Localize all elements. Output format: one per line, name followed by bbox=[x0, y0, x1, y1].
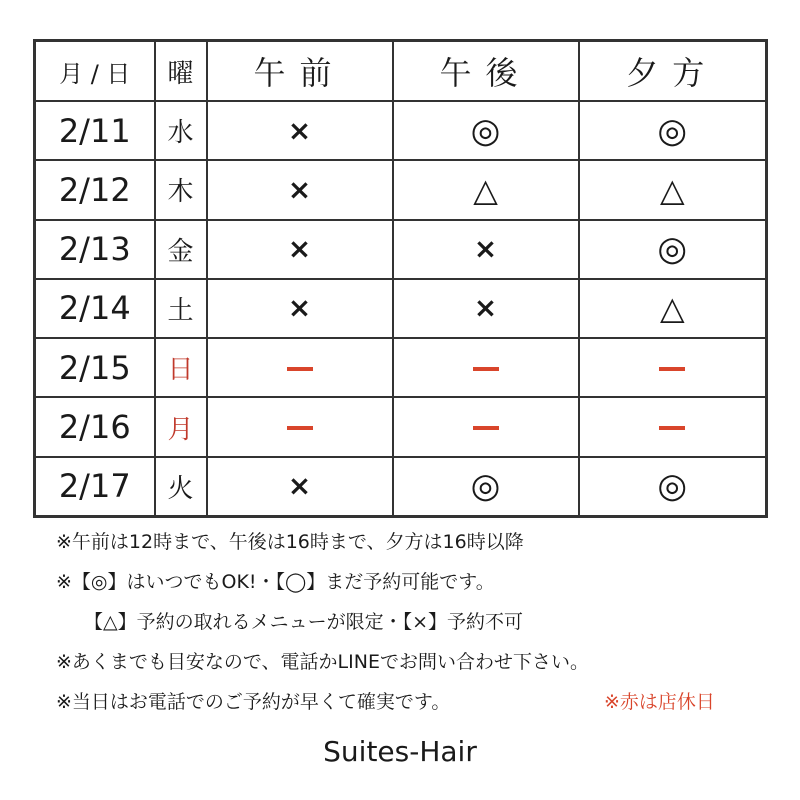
header-evening: 夕方 bbox=[579, 41, 767, 102]
header-morning: 午前 bbox=[207, 41, 393, 102]
table-row bbox=[35, 160, 767, 219]
weekday-cell: 金 bbox=[155, 220, 207, 279]
header-row bbox=[35, 41, 767, 102]
date-cell: 2/12 bbox=[35, 160, 155, 219]
availability-mark bbox=[473, 426, 499, 430]
date-cell: 2/15 bbox=[35, 338, 155, 397]
header-afternoon: 午後 bbox=[393, 41, 579, 102]
availability-mark: × bbox=[287, 113, 312, 147]
evening-cell bbox=[579, 160, 767, 219]
note-contact: ※あくまでも目安なので、電話かLINEでお問い合わせ下さい。 bbox=[56, 651, 589, 673]
morning-cell bbox=[207, 101, 393, 160]
availability-mark: △ bbox=[659, 289, 685, 328]
afternoon-cell bbox=[393, 101, 579, 160]
availability-mark bbox=[659, 426, 685, 430]
header-date: 月 / 日 bbox=[35, 41, 155, 102]
note-legend-available: ※【◎】はいつでもOK!・【◯】まだ予約可能です。 bbox=[56, 571, 495, 593]
note-sameday bbox=[56, 682, 756, 722]
evening-cell bbox=[579, 338, 767, 397]
afternoon-cell bbox=[393, 457, 579, 517]
morning-cell bbox=[207, 160, 393, 219]
availability-mark: △ bbox=[473, 170, 498, 209]
table-row bbox=[35, 220, 767, 279]
evening-cell bbox=[579, 220, 767, 279]
availability-mark bbox=[287, 367, 313, 371]
morning-cell bbox=[207, 457, 393, 517]
weekday-cell: 日 bbox=[155, 338, 207, 397]
note-sameday-text: ※当日はお電話でのご予約が早くて確実です。 bbox=[56, 691, 451, 713]
evening-cell bbox=[579, 279, 767, 338]
availability-mark: △ bbox=[659, 170, 685, 209]
morning-cell bbox=[207, 338, 393, 397]
afternoon-cell bbox=[393, 220, 579, 279]
note-closed-day: ※赤は店休日 bbox=[604, 691, 715, 713]
weekday-cell: 火 bbox=[155, 457, 207, 517]
availability-mark bbox=[659, 367, 685, 371]
table-row bbox=[35, 279, 767, 338]
weekday-cell: 土 bbox=[155, 279, 207, 338]
morning-cell bbox=[207, 220, 393, 279]
afternoon-cell bbox=[393, 279, 579, 338]
availability-mark: ◎ bbox=[470, 466, 501, 507]
availability-mark: ◎ bbox=[657, 110, 688, 151]
morning-cell bbox=[207, 397, 393, 456]
availability-mark: × bbox=[473, 291, 498, 325]
evening-cell bbox=[579, 101, 767, 160]
date-cell: 2/13 bbox=[35, 220, 155, 279]
evening-cell bbox=[579, 457, 767, 517]
availability-mark: ◎ bbox=[657, 466, 688, 507]
availability-mark: × bbox=[287, 469, 312, 503]
availability-mark: ◎ bbox=[657, 229, 688, 270]
header-weekday: 曜 bbox=[155, 41, 207, 102]
evening-cell bbox=[579, 397, 767, 456]
table-row bbox=[35, 338, 767, 397]
date-cell: 2/17 bbox=[35, 457, 155, 517]
availability-mark bbox=[473, 367, 499, 371]
weekday-cell: 木 bbox=[155, 160, 207, 219]
table-row bbox=[35, 397, 767, 456]
availability-mark: × bbox=[287, 232, 312, 266]
afternoon-cell bbox=[393, 397, 579, 456]
availability-mark: × bbox=[287, 172, 312, 206]
note-legend-limited: 【△】予約の取れるメニューが限定・【×】予約不可 bbox=[84, 611, 524, 633]
date-cell: 2/11 bbox=[35, 101, 155, 160]
table-row bbox=[35, 457, 767, 517]
notes bbox=[56, 522, 756, 722]
brand-name: Suites-Hair bbox=[323, 735, 477, 768]
availability-mark: × bbox=[287, 291, 312, 325]
availability-mark: ◎ bbox=[470, 110, 501, 151]
morning-cell bbox=[207, 279, 393, 338]
table-row bbox=[35, 101, 767, 160]
date-cell: 2/14 bbox=[35, 279, 155, 338]
note-time-ranges: ※午前は12時まで、午後は16時まで、夕方は16時以降 bbox=[56, 531, 524, 553]
afternoon-cell bbox=[393, 338, 579, 397]
weekday-cell: 水 bbox=[155, 101, 207, 160]
date-cell: 2/16 bbox=[35, 397, 155, 456]
availability-mark: × bbox=[473, 232, 498, 266]
schedule-table bbox=[33, 39, 768, 518]
availability-mark bbox=[287, 426, 313, 430]
schedule-body bbox=[35, 101, 767, 517]
afternoon-cell bbox=[393, 160, 579, 219]
weekday-cell: 月 bbox=[155, 397, 207, 456]
